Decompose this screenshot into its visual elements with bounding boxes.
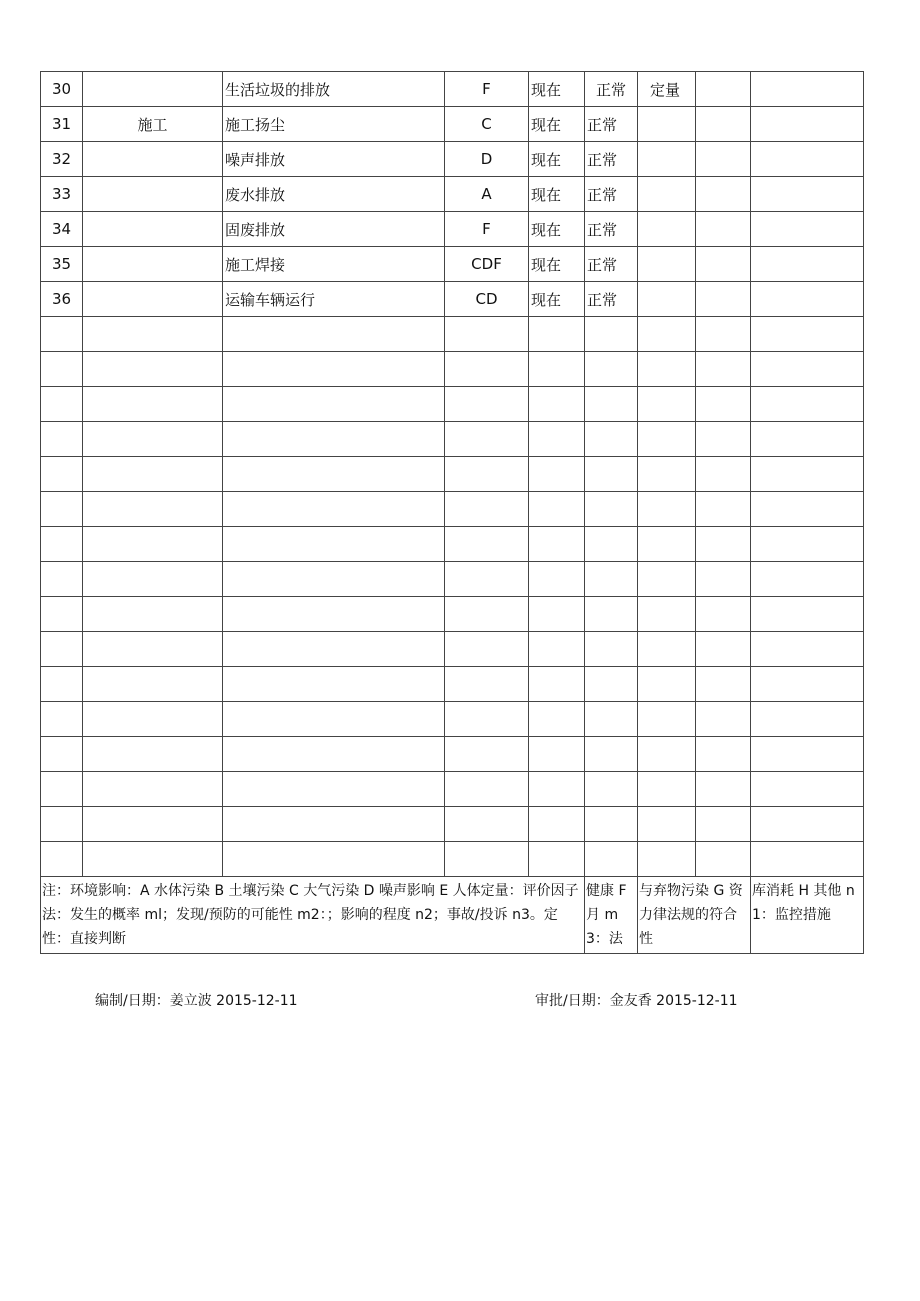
table-row — [41, 212, 864, 247]
blank-row — [41, 457, 864, 492]
empty-cell — [529, 317, 585, 352]
row-number: 36 — [41, 282, 83, 317]
tense-cell: 现在 — [529, 212, 585, 247]
empty-cell — [638, 597, 696, 632]
aspect-item-cell: 运输车辆运行 — [223, 282, 445, 317]
empty-cell — [751, 632, 864, 667]
activity-cell — [83, 142, 223, 177]
empty-cell — [751, 492, 864, 527]
blank-row — [41, 387, 864, 422]
empty-cell — [751, 387, 864, 422]
empty-cell — [585, 842, 638, 877]
empty-cell — [83, 527, 223, 562]
empty-cell — [445, 597, 529, 632]
activity-cell — [83, 212, 223, 247]
empty-cell — [41, 702, 83, 737]
empty-cell — [751, 597, 864, 632]
empty-cell — [445, 667, 529, 702]
assessment-table — [40, 71, 864, 954]
empty-cell — [585, 562, 638, 597]
condition-cell: 正常 — [585, 107, 638, 142]
row-number: 35 — [41, 247, 83, 282]
empty-cell — [696, 142, 751, 177]
empty-cell — [696, 527, 751, 562]
empty-cell — [585, 632, 638, 667]
empty-cell — [445, 527, 529, 562]
empty-cell — [223, 702, 445, 737]
empty-cell — [696, 107, 751, 142]
tense-cell: 现在 — [529, 282, 585, 317]
empty-cell — [41, 737, 83, 772]
empty-cell — [529, 352, 585, 387]
empty-cell — [83, 702, 223, 737]
blank-row — [41, 597, 864, 632]
blank-row — [41, 807, 864, 842]
empty-cell — [585, 667, 638, 702]
empty-cell — [41, 807, 83, 842]
empty-cell — [585, 772, 638, 807]
evaluation-method-cell — [638, 212, 696, 247]
activity-cell — [83, 247, 223, 282]
table-row — [41, 247, 864, 282]
empty-cell — [83, 842, 223, 877]
empty-cell — [529, 737, 585, 772]
empty-cell — [696, 842, 751, 877]
evaluation-method-cell — [638, 282, 696, 317]
empty-cell — [529, 422, 585, 457]
empty-cell — [223, 772, 445, 807]
empty-cell — [751, 422, 864, 457]
empty-cell — [83, 737, 223, 772]
empty-cell — [696, 212, 751, 247]
empty-cell — [529, 527, 585, 562]
approved-by: 审批/日期：金友香 2015-12-11 — [535, 993, 738, 1009]
empty-cell — [696, 807, 751, 842]
empty-cell — [696, 562, 751, 597]
empty-cell — [445, 457, 529, 492]
empty-cell — [83, 457, 223, 492]
empty-cell — [223, 632, 445, 667]
empty-cell — [83, 807, 223, 842]
empty-cell — [585, 457, 638, 492]
blank-row — [41, 667, 864, 702]
empty-cell — [751, 807, 864, 842]
empty-cell — [696, 177, 751, 212]
row-number: 31 — [41, 107, 83, 142]
empty-cell — [41, 352, 83, 387]
empty-cell — [41, 597, 83, 632]
note-col3-cell: 与弃物污染 G 资力律法规的符合性 — [638, 877, 751, 954]
blank-row — [41, 737, 864, 772]
empty-cell — [638, 317, 696, 352]
empty-cell — [41, 772, 83, 807]
tense-cell: 现在 — [529, 107, 585, 142]
note-col2-cell: 健康 F 月 m3：法 — [585, 877, 638, 954]
condition-cell: 正常 — [585, 282, 638, 317]
empty-cell — [751, 317, 864, 352]
blank-row — [41, 352, 864, 387]
empty-cell — [696, 492, 751, 527]
empty-cell — [751, 352, 864, 387]
blank-row — [41, 632, 864, 667]
empty-cell — [445, 387, 529, 422]
empty-cell — [696, 247, 751, 282]
empty-cell — [83, 492, 223, 527]
impact-code-cell: F — [445, 72, 529, 107]
empty-cell — [223, 422, 445, 457]
empty-cell — [529, 387, 585, 422]
empty-cell — [751, 562, 864, 597]
empty-cell — [445, 842, 529, 877]
empty-cell — [41, 492, 83, 527]
aspect-item-cell: 施工焊接 — [223, 247, 445, 282]
empty-cell — [696, 772, 751, 807]
table-row — [41, 282, 864, 317]
empty-cell — [529, 457, 585, 492]
empty-cell — [751, 247, 864, 282]
empty-cell — [223, 807, 445, 842]
row-number: 32 — [41, 142, 83, 177]
blank-row — [41, 772, 864, 807]
row-number: 34 — [41, 212, 83, 247]
empty-cell — [223, 457, 445, 492]
aspect-item-cell: 噪声排放 — [223, 142, 445, 177]
empty-cell — [41, 842, 83, 877]
empty-cell — [696, 387, 751, 422]
empty-cell — [83, 562, 223, 597]
empty-cell — [83, 667, 223, 702]
condition-cell: 正常 — [585, 142, 638, 177]
condition-cell: 正常 — [585, 247, 638, 282]
empty-cell — [41, 667, 83, 702]
empty-cell — [83, 597, 223, 632]
empty-cell — [445, 702, 529, 737]
empty-cell — [529, 842, 585, 877]
empty-cell — [696, 422, 751, 457]
empty-cell — [638, 492, 696, 527]
empty-cell — [751, 282, 864, 317]
empty-cell — [529, 667, 585, 702]
row-number: 30 — [41, 72, 83, 107]
empty-cell — [696, 737, 751, 772]
empty-cell — [585, 352, 638, 387]
empty-cell — [696, 72, 751, 107]
empty-cell — [223, 597, 445, 632]
empty-cell — [83, 317, 223, 352]
empty-cell — [223, 667, 445, 702]
note-col4-cell: 库消耗 H 其他 n1：监控措施 — [751, 877, 864, 954]
empty-cell — [445, 492, 529, 527]
empty-cell — [529, 807, 585, 842]
table-row — [41, 107, 864, 142]
note-main-cell: 注：环境影响：A 水体污染 B 土壤污染 C 大气污染 D 噪声影响 E 人体定量：评价因子法：发生的概率 ml；发现/预防的可能性 m2：；影响的程度 n2；事故/投诉 n3。定性：直接判断 — [41, 877, 585, 954]
blank-row — [41, 422, 864, 457]
empty-cell — [83, 352, 223, 387]
empty-cell — [696, 702, 751, 737]
empty-cell — [751, 142, 864, 177]
tense-cell: 现在 — [529, 72, 585, 107]
empty-cell — [638, 527, 696, 562]
activity-cell — [83, 72, 223, 107]
tense-cell: 现在 — [529, 177, 585, 212]
empty-cell — [41, 317, 83, 352]
empty-cell — [638, 667, 696, 702]
activity-cell — [83, 282, 223, 317]
impact-code-cell: F — [445, 212, 529, 247]
tense-cell: 现在 — [529, 247, 585, 282]
blank-row — [41, 842, 864, 877]
empty-cell — [751, 737, 864, 772]
empty-cell — [445, 772, 529, 807]
empty-cell — [751, 212, 864, 247]
empty-cell — [585, 527, 638, 562]
empty-cell — [638, 737, 696, 772]
empty-cell — [751, 107, 864, 142]
evaluation-method-cell: 定量 — [638, 72, 696, 107]
empty-cell — [529, 702, 585, 737]
empty-cell — [41, 387, 83, 422]
empty-cell — [585, 317, 638, 352]
impact-code-cell: A — [445, 177, 529, 212]
empty-cell — [41, 632, 83, 667]
empty-cell — [445, 807, 529, 842]
condition-cell: 正常 — [585, 177, 638, 212]
blank-row — [41, 317, 864, 352]
aspect-item-cell: 生活垃圾的排放 — [223, 72, 445, 107]
tense-cell: 现在 — [529, 142, 585, 177]
empty-cell — [529, 632, 585, 667]
empty-cell — [585, 492, 638, 527]
activity-cell — [83, 177, 223, 212]
evaluation-method-cell — [638, 247, 696, 282]
evaluation-method-cell — [638, 177, 696, 212]
table-row — [41, 142, 864, 177]
impact-code-cell: CDF — [445, 247, 529, 282]
empty-cell — [638, 387, 696, 422]
empty-cell — [696, 282, 751, 317]
evaluation-method-cell — [638, 107, 696, 142]
empty-cell — [696, 667, 751, 702]
aspect-item-cell: 施工扬尘 — [223, 107, 445, 142]
empty-cell — [696, 352, 751, 387]
empty-cell — [751, 772, 864, 807]
empty-cell — [83, 387, 223, 422]
impact-code-cell: C — [445, 107, 529, 142]
empty-cell — [638, 562, 696, 597]
empty-cell — [445, 422, 529, 457]
empty-cell — [751, 667, 864, 702]
empty-cell — [529, 772, 585, 807]
empty-cell — [83, 632, 223, 667]
empty-cell — [696, 457, 751, 492]
empty-cell — [223, 492, 445, 527]
table-body — [41, 72, 864, 954]
empty-cell — [445, 562, 529, 597]
empty-cell — [751, 177, 864, 212]
empty-cell — [529, 492, 585, 527]
empty-cell — [223, 387, 445, 422]
empty-cell — [445, 317, 529, 352]
empty-cell — [751, 72, 864, 107]
empty-cell — [41, 527, 83, 562]
empty-cell — [638, 422, 696, 457]
empty-cell — [445, 352, 529, 387]
empty-cell — [223, 352, 445, 387]
empty-cell — [638, 632, 696, 667]
table-row — [41, 72, 864, 107]
aspect-item-cell: 固废排放 — [223, 212, 445, 247]
empty-cell — [223, 527, 445, 562]
empty-cell — [41, 562, 83, 597]
empty-cell — [638, 352, 696, 387]
condition-cell: 正常 — [585, 72, 638, 107]
blank-row — [41, 527, 864, 562]
impact-code-cell: D — [445, 142, 529, 177]
empty-cell — [41, 457, 83, 492]
empty-cell — [529, 597, 585, 632]
evaluation-method-cell — [638, 142, 696, 177]
empty-cell — [445, 632, 529, 667]
empty-cell — [585, 702, 638, 737]
empty-cell — [83, 422, 223, 457]
empty-cell — [696, 632, 751, 667]
note-row — [41, 877, 864, 954]
empty-cell — [83, 772, 223, 807]
prepared-by: 编制/日期：姜立波 2015-12-11 — [95, 993, 298, 1009]
empty-cell — [585, 597, 638, 632]
empty-cell — [529, 562, 585, 597]
blank-row — [41, 702, 864, 737]
row-number: 33 — [41, 177, 83, 212]
empty-cell — [638, 807, 696, 842]
empty-cell — [223, 737, 445, 772]
empty-cell — [445, 737, 529, 772]
empty-cell — [696, 597, 751, 632]
activity-cell: 施工 — [83, 107, 223, 142]
empty-cell — [751, 842, 864, 877]
empty-cell — [585, 387, 638, 422]
empty-cell — [223, 317, 445, 352]
empty-cell — [223, 562, 445, 597]
empty-cell — [41, 422, 83, 457]
empty-cell — [223, 842, 445, 877]
blank-row — [41, 492, 864, 527]
empty-cell — [585, 737, 638, 772]
empty-cell — [751, 702, 864, 737]
empty-cell — [751, 457, 864, 492]
empty-cell — [696, 317, 751, 352]
empty-cell — [751, 527, 864, 562]
empty-cell — [638, 702, 696, 737]
table-row — [41, 177, 864, 212]
impact-code-cell: CD — [445, 282, 529, 317]
condition-cell: 正常 — [585, 212, 638, 247]
empty-cell — [585, 422, 638, 457]
empty-cell — [585, 807, 638, 842]
empty-cell — [638, 772, 696, 807]
blank-row — [41, 562, 864, 597]
empty-cell — [638, 457, 696, 492]
empty-cell — [638, 842, 696, 877]
aspect-item-cell: 废水排放 — [223, 177, 445, 212]
